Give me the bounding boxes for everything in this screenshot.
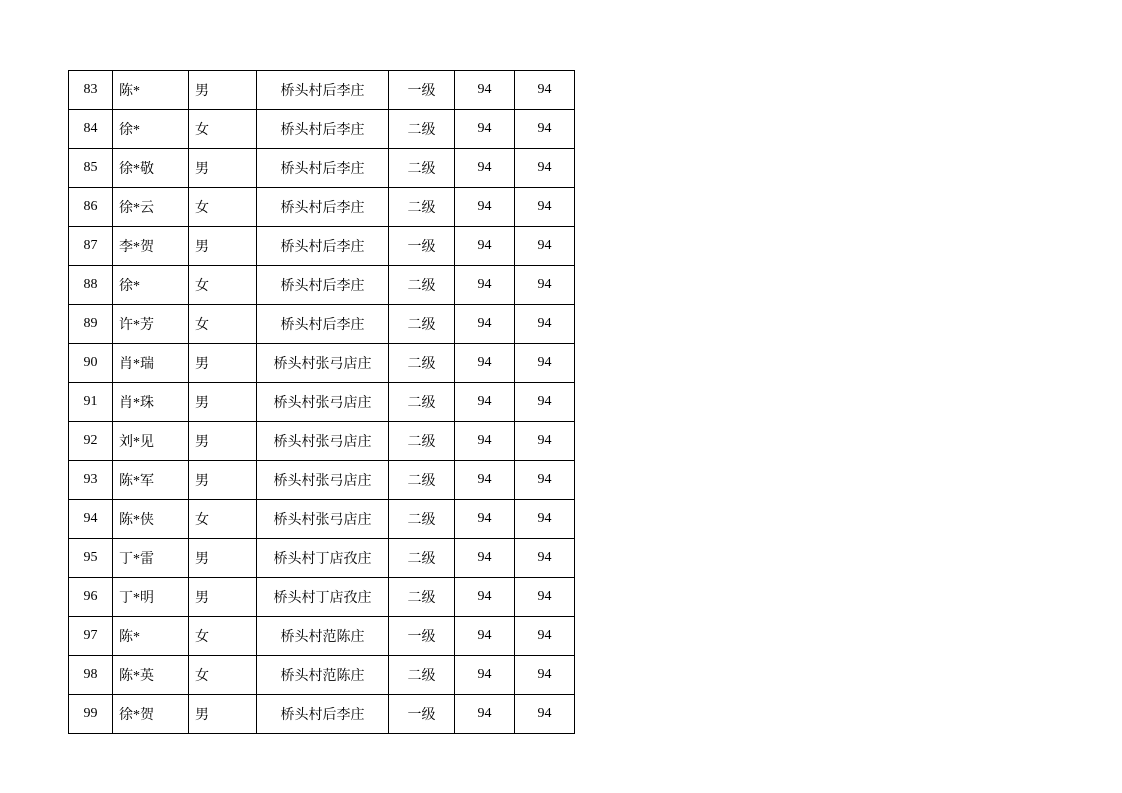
table-row bbox=[69, 578, 575, 617]
cell-address: 桥头村后李庄 bbox=[257, 188, 389, 227]
cell-score-2: 94 bbox=[515, 266, 575, 305]
cell-index: 94 bbox=[69, 500, 113, 539]
table-row bbox=[69, 110, 575, 149]
cell-level: 二级 bbox=[389, 188, 455, 227]
cell-index: 99 bbox=[69, 695, 113, 734]
cell-name: 陈*军 bbox=[113, 461, 189, 500]
cell-score-2: 94 bbox=[515, 188, 575, 227]
cell-level: 二级 bbox=[389, 500, 455, 539]
cell-address: 桥头村后李庄 bbox=[257, 695, 389, 734]
cell-index: 95 bbox=[69, 539, 113, 578]
cell-score-2: 94 bbox=[515, 305, 575, 344]
cell-address: 桥头村范陈庄 bbox=[257, 617, 389, 656]
cell-score-1: 94 bbox=[455, 422, 515, 461]
cell-name: 陈*英 bbox=[113, 656, 189, 695]
cell-level: 二级 bbox=[389, 422, 455, 461]
cell-gender: 男 bbox=[189, 695, 257, 734]
table-row bbox=[69, 149, 575, 188]
cell-address: 桥头村张弓店庄 bbox=[257, 461, 389, 500]
cell-level: 二级 bbox=[389, 539, 455, 578]
cell-level: 二级 bbox=[389, 110, 455, 149]
cell-level: 一级 bbox=[389, 71, 455, 110]
cell-name: 李*贺 bbox=[113, 227, 189, 266]
roster-table-container bbox=[68, 70, 575, 734]
cell-index: 97 bbox=[69, 617, 113, 656]
cell-score-1: 94 bbox=[455, 695, 515, 734]
cell-index: 91 bbox=[69, 383, 113, 422]
cell-level: 一级 bbox=[389, 617, 455, 656]
cell-level: 二级 bbox=[389, 461, 455, 500]
cell-gender: 女 bbox=[189, 188, 257, 227]
cell-index: 96 bbox=[69, 578, 113, 617]
cell-level: 二级 bbox=[389, 383, 455, 422]
cell-name: 陈* bbox=[113, 71, 189, 110]
cell-gender: 男 bbox=[189, 461, 257, 500]
table-row bbox=[69, 500, 575, 539]
table-row bbox=[69, 461, 575, 500]
cell-gender: 男 bbox=[189, 422, 257, 461]
cell-name: 徐*贺 bbox=[113, 695, 189, 734]
cell-score-2: 94 bbox=[515, 500, 575, 539]
cell-gender: 女 bbox=[189, 110, 257, 149]
cell-score-1: 94 bbox=[455, 227, 515, 266]
cell-score-1: 94 bbox=[455, 149, 515, 188]
cell-score-2: 94 bbox=[515, 71, 575, 110]
cell-address: 桥头村丁店孜庄 bbox=[257, 539, 389, 578]
cell-index: 86 bbox=[69, 188, 113, 227]
cell-gender: 女 bbox=[189, 305, 257, 344]
cell-score-1: 94 bbox=[455, 383, 515, 422]
cell-score-2: 94 bbox=[515, 149, 575, 188]
cell-address: 桥头村张弓店庄 bbox=[257, 422, 389, 461]
cell-score-1: 94 bbox=[455, 539, 515, 578]
cell-name: 徐*云 bbox=[113, 188, 189, 227]
cell-level: 二级 bbox=[389, 266, 455, 305]
cell-name: 许*芳 bbox=[113, 305, 189, 344]
table-row bbox=[69, 539, 575, 578]
cell-level: 二级 bbox=[389, 149, 455, 188]
cell-index: 83 bbox=[69, 71, 113, 110]
cell-index: 85 bbox=[69, 149, 113, 188]
cell-gender: 男 bbox=[189, 227, 257, 266]
cell-score-1: 94 bbox=[455, 305, 515, 344]
cell-score-2: 94 bbox=[515, 422, 575, 461]
cell-score-1: 94 bbox=[455, 461, 515, 500]
table-row bbox=[69, 266, 575, 305]
cell-score-2: 94 bbox=[515, 461, 575, 500]
cell-level: 一级 bbox=[389, 695, 455, 734]
cell-score-1: 94 bbox=[455, 266, 515, 305]
cell-score-1: 94 bbox=[455, 500, 515, 539]
cell-score-2: 94 bbox=[515, 578, 575, 617]
cell-gender: 女 bbox=[189, 266, 257, 305]
table-row bbox=[69, 344, 575, 383]
cell-gender: 男 bbox=[189, 539, 257, 578]
cell-gender: 女 bbox=[189, 500, 257, 539]
cell-score-1: 94 bbox=[455, 188, 515, 227]
cell-name: 陈*侠 bbox=[113, 500, 189, 539]
cell-score-2: 94 bbox=[515, 383, 575, 422]
cell-address: 桥头村后李庄 bbox=[257, 227, 389, 266]
cell-score-1: 94 bbox=[455, 71, 515, 110]
cell-address: 桥头村范陈庄 bbox=[257, 656, 389, 695]
cell-score-2: 94 bbox=[515, 110, 575, 149]
cell-score-2: 94 bbox=[515, 695, 575, 734]
table-row bbox=[69, 656, 575, 695]
cell-name: 肖*瑞 bbox=[113, 344, 189, 383]
table-row bbox=[69, 71, 575, 110]
cell-index: 98 bbox=[69, 656, 113, 695]
cell-index: 87 bbox=[69, 227, 113, 266]
table-row bbox=[69, 617, 575, 656]
cell-level: 二级 bbox=[389, 578, 455, 617]
cell-gender: 男 bbox=[189, 344, 257, 383]
cell-index: 92 bbox=[69, 422, 113, 461]
cell-name: 陈* bbox=[113, 617, 189, 656]
cell-address: 桥头村后李庄 bbox=[257, 71, 389, 110]
cell-address: 桥头村张弓店庄 bbox=[257, 344, 389, 383]
cell-index: 93 bbox=[69, 461, 113, 500]
cell-index: 90 bbox=[69, 344, 113, 383]
cell-gender: 男 bbox=[189, 383, 257, 422]
roster-table-body bbox=[69, 71, 575, 734]
table-row bbox=[69, 305, 575, 344]
cell-address: 桥头村后李庄 bbox=[257, 149, 389, 188]
cell-name: 丁*雷 bbox=[113, 539, 189, 578]
cell-score-2: 94 bbox=[515, 617, 575, 656]
cell-name: 徐* bbox=[113, 266, 189, 305]
cell-index: 89 bbox=[69, 305, 113, 344]
cell-score-1: 94 bbox=[455, 617, 515, 656]
cell-name: 刘*见 bbox=[113, 422, 189, 461]
cell-level: 二级 bbox=[389, 305, 455, 344]
cell-score-1: 94 bbox=[455, 110, 515, 149]
table-row bbox=[69, 695, 575, 734]
cell-address: 桥头村张弓店庄 bbox=[257, 383, 389, 422]
cell-index: 84 bbox=[69, 110, 113, 149]
cell-gender: 男 bbox=[189, 71, 257, 110]
cell-score-1: 94 bbox=[455, 578, 515, 617]
cell-address: 桥头村后李庄 bbox=[257, 305, 389, 344]
cell-level: 一级 bbox=[389, 227, 455, 266]
cell-gender: 男 bbox=[189, 149, 257, 188]
cell-name: 肖*珠 bbox=[113, 383, 189, 422]
table-row bbox=[69, 422, 575, 461]
cell-score-2: 94 bbox=[515, 539, 575, 578]
roster-table bbox=[68, 70, 575, 734]
cell-index: 88 bbox=[69, 266, 113, 305]
table-row bbox=[69, 227, 575, 266]
cell-address: 桥头村丁店孜庄 bbox=[257, 578, 389, 617]
cell-name: 徐* bbox=[113, 110, 189, 149]
cell-name: 徐*敬 bbox=[113, 149, 189, 188]
cell-score-2: 94 bbox=[515, 227, 575, 266]
cell-name: 丁*明 bbox=[113, 578, 189, 617]
cell-address: 桥头村张弓店庄 bbox=[257, 500, 389, 539]
cell-gender: 女 bbox=[189, 617, 257, 656]
table-row bbox=[69, 383, 575, 422]
cell-score-1: 94 bbox=[455, 656, 515, 695]
cell-score-2: 94 bbox=[515, 344, 575, 383]
cell-gender: 女 bbox=[189, 656, 257, 695]
cell-address: 桥头村后李庄 bbox=[257, 110, 389, 149]
cell-level: 二级 bbox=[389, 344, 455, 383]
cell-score-1: 94 bbox=[455, 344, 515, 383]
cell-gender: 男 bbox=[189, 578, 257, 617]
cell-level: 二级 bbox=[389, 656, 455, 695]
cell-address: 桥头村后李庄 bbox=[257, 266, 389, 305]
table-row bbox=[69, 188, 575, 227]
cell-score-2: 94 bbox=[515, 656, 575, 695]
